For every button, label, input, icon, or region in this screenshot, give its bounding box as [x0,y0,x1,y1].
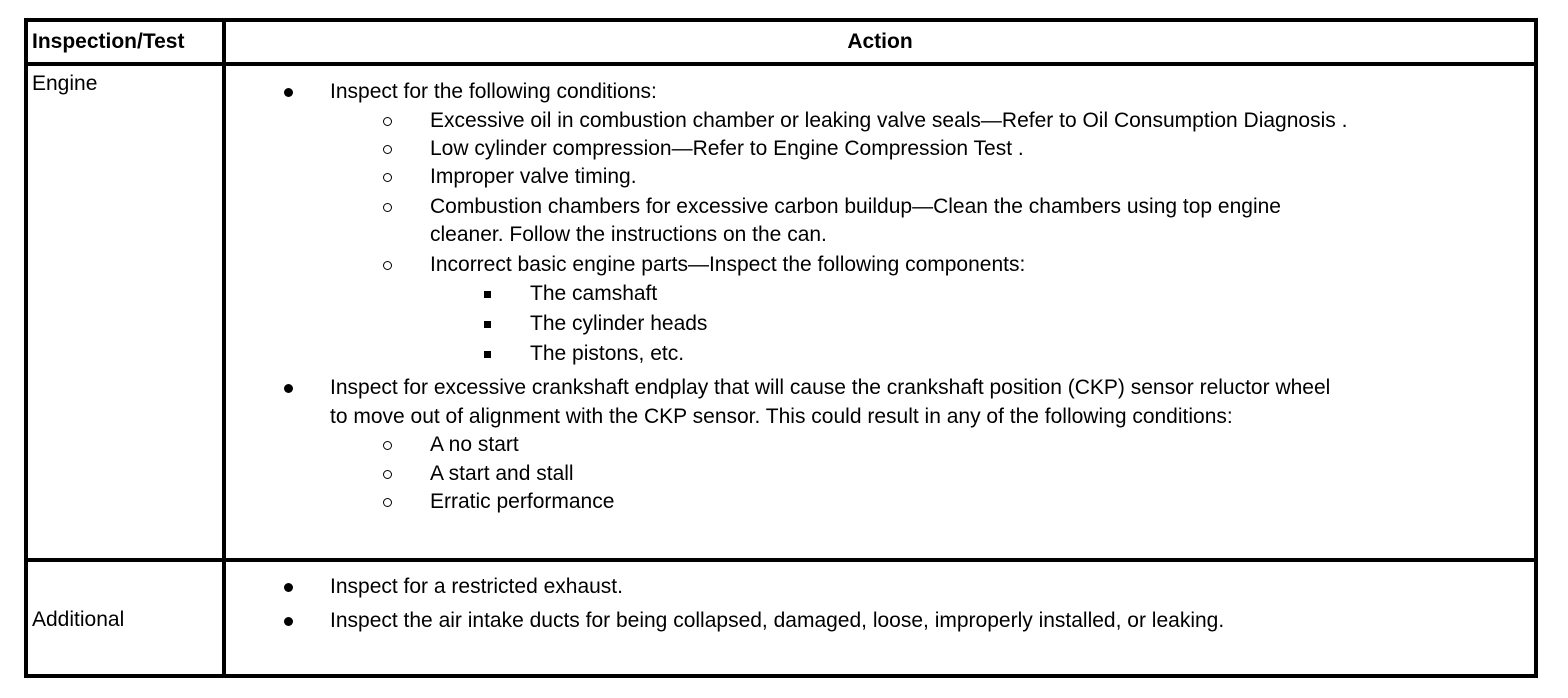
circle-bullet-icon [377,488,397,516]
circle-bullet-icon [377,193,397,221]
engine-sub-2: Low cylinder compression—Refer to Engine Compression Test . [430,137,1024,160]
circle-bullet-icon [377,251,397,279]
square-bullet-icon [477,340,497,368]
engine-sub-4: Combustion chambers for excessive carbon buildup—Clean the chambers using top engine [430,195,1281,218]
engine-bullet-2-cont: to move out of alignment with the CKP sensor. This could result in any of the following conditions: [330,405,1233,428]
engine-condition-3: Erratic performance [430,490,615,513]
circle-bullet-icon [377,431,397,459]
bullet-icon [278,607,298,635]
engine-bullet-1: Inspect for the following conditions: [330,80,657,103]
additional-bullet-1: Inspect for a restricted exhaust. [330,575,623,598]
engine-component-3: The pistons, etc. [530,342,685,365]
bullet-icon [278,374,298,402]
header-inspection-test: Inspection/Test [32,30,185,53]
circle-bullet-icon [377,460,397,488]
engine-component-2: The cylinder heads [530,312,708,335]
engine-sub-3: Improper valve timing. [430,165,637,188]
inspection-table [24,18,1538,678]
circle-bullet-icon [377,107,397,135]
circle-bullet-icon [377,163,397,191]
engine-bullet-2: Inspect for excessive crankshaft endplay that will cause the crankshaft position (CKP) sensor reluctor wheel [330,376,1331,399]
row-label-additional: Additional [32,608,125,631]
engine-condition-1: A no start [430,433,519,456]
circle-bullet-icon [377,135,397,163]
header-divider [28,62,1534,66]
column-divider [222,22,226,674]
row-label-engine: Engine [32,72,98,95]
engine-component-1: The camshaft [530,282,658,305]
header-action: Action [847,30,913,53]
bullet-icon [278,78,298,106]
bullet-icon [278,573,298,601]
engine-sub-4-cont: cleaner. Follow the instructions on the can. [430,223,827,246]
engine-sub-5: Incorrect basic engine parts—Inspect the following components: [430,253,1026,276]
square-bullet-icon [477,280,497,308]
square-bullet-icon [477,310,497,338]
row-divider [28,558,1534,562]
engine-condition-2: A start and stall [430,462,574,485]
additional-bullet-2: Inspect the air intake ducts for being collapsed, damaged, loose, improperly installed, or leaking. [330,609,1225,632]
engine-sub-1: Excessive oil in combustion chamber or leaking valve seals—Refer to Oil Consumption Diagnosis . [430,109,1348,132]
